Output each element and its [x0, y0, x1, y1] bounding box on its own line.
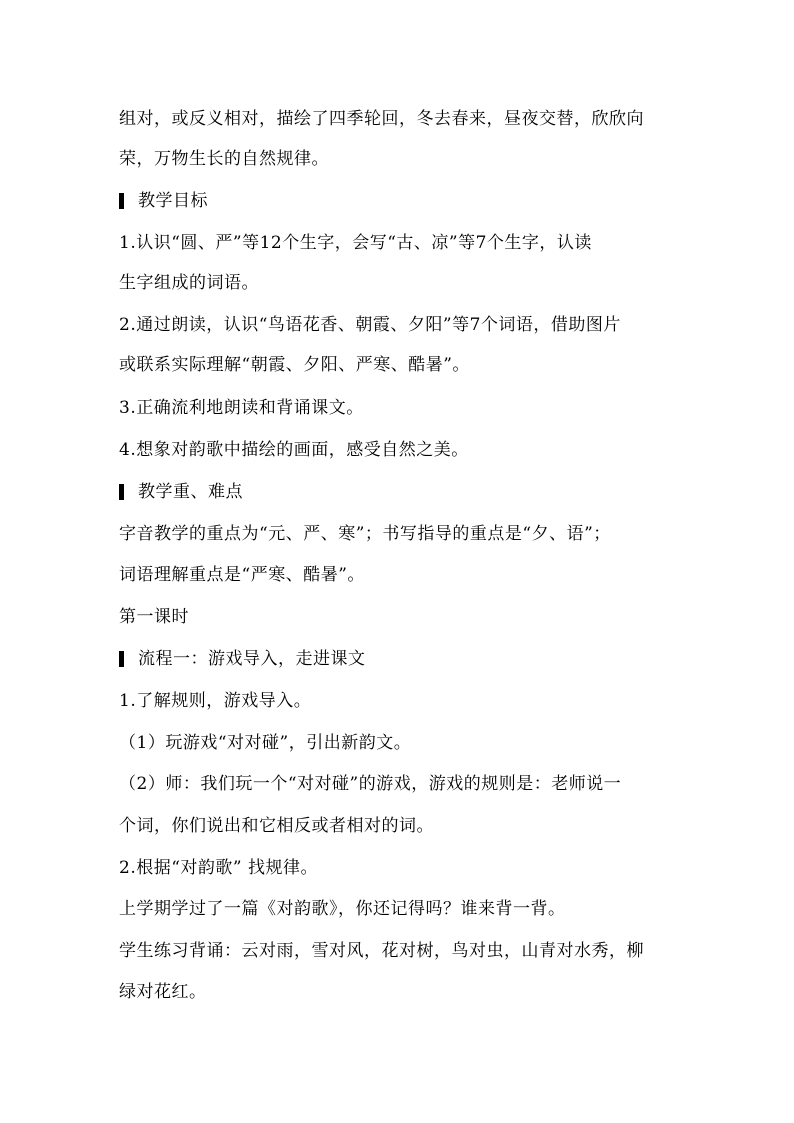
paragraph-line: 荣，万物生长的自然规律。	[119, 149, 329, 169]
heading-bar-icon	[119, 651, 124, 667]
section-heading-goals	[119, 189, 208, 213]
goal-line: 2.通过朗读，认识“鸟语花香、朝霞、夕阳”等7个词语，借助图片	[119, 315, 621, 335]
flow-line: 2.根据“对韵歌” 找规律。	[119, 858, 319, 878]
heading-text: 教学目标	[138, 191, 208, 211]
goal-line: 4.想象对韵歌中描绘的画面，感受自然之美。	[119, 440, 469, 460]
flow-line: 学生练习背诵：云对雨，雪对风，花对树，鸟对虫，山青对水秀，柳	[119, 941, 644, 961]
flow-line: （1）玩游戏“对对碰”，引出新韵文。	[119, 733, 412, 753]
key-point-line: 词语理解重点是“严寒、酷暑”。	[119, 565, 365, 585]
goal-line: 或联系实际理解“朝霞、夕阳、严寒、酷暑”。	[119, 355, 470, 375]
goal-line: 3.正确流利地朗读和背诵课文。	[119, 398, 364, 418]
goal-line: 生字组成的词语。	[119, 273, 259, 293]
heading-bar-icon	[119, 193, 124, 209]
flow-line: （2）师：我们玩一个“对对碰”的游戏，游戏的规则是：老师说一	[119, 774, 622, 794]
paragraph-line: 组对，或反义相对，描绘了四季轮回，冬去春来，昼夜交替，欣欣向	[119, 109, 644, 129]
heading-bar-icon	[119, 484, 124, 500]
flow-line: 个词，你们说出和它相反或者相对的词。	[119, 816, 434, 836]
flow-line: 1.了解规则，游戏导入。	[119, 691, 312, 711]
heading-text: 教学重、难点	[138, 482, 243, 502]
flow-line: 上学期学过了一篇《对韵歌》，你还记得吗？谁来背一背。	[119, 899, 566, 919]
lesson-title: 第一课时	[119, 607, 189, 627]
key-point-line: 字音教学的重点为“元、严、寒”；书写指导的重点是“夕、语”；	[119, 524, 611, 544]
section-heading-flow-one	[119, 647, 366, 671]
heading-text: 流程一：游戏导入，走进课文	[138, 649, 366, 669]
section-heading-key-points	[119, 480, 243, 504]
goal-line: 1.认识“圆、严”等12个生字，会写“古、凉”等7个生字，认读	[119, 233, 592, 253]
flow-line: 绿对花红。	[119, 982, 207, 1002]
